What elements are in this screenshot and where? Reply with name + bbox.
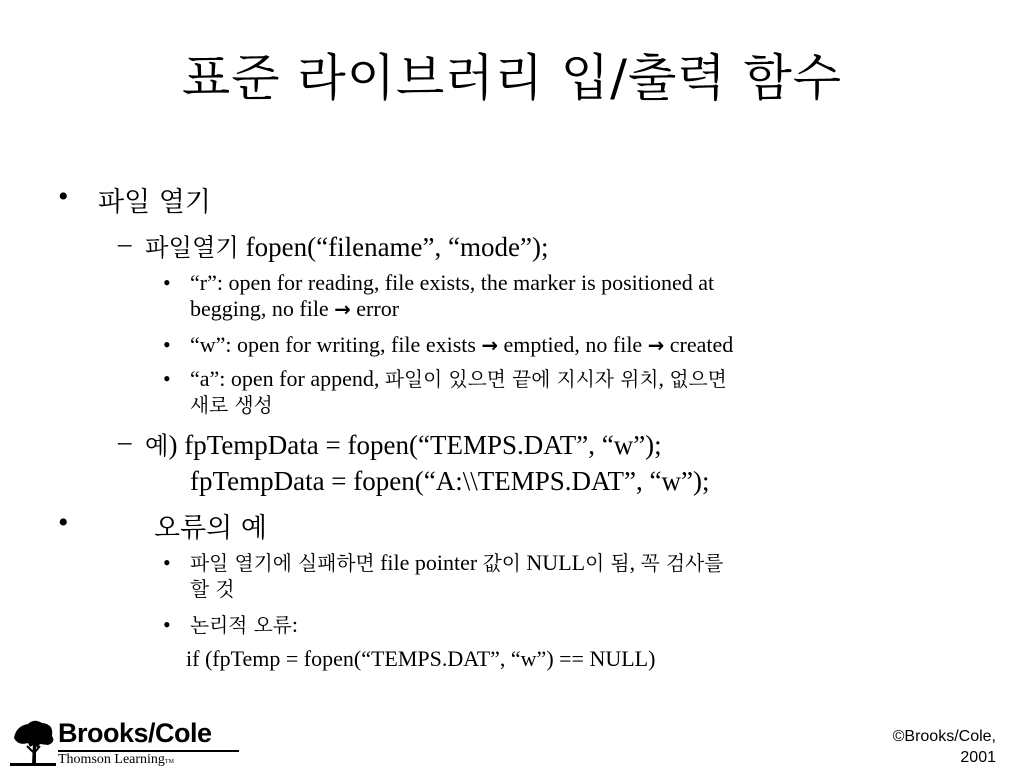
error-line1: 파일 열기에 실패하면 file pointer 값이 NULL이 됨, 꼭 검사를 (190, 550, 724, 575)
arrow-right-icon: → (647, 334, 665, 357)
mode-w-line: “w”: open for writing, file exists → emptied, no file → created (190, 332, 734, 357)
brooks-cole-logo (10, 718, 250, 768)
mode-a-line1: “a”: open for append, 파일이 있으면 끝에 지시자 위치, 없으면 (190, 366, 727, 391)
copyright-notice: ©Brooks/Cole, 2001 (892, 728, 996, 766)
heading-text: 파일 열기 (98, 187, 211, 218)
logic-error-code: if (fpTemp = fopen(“TEMPS.DAT”, “w”) == NULL) (186, 646, 656, 671)
slide-title: 표준 라이브러리 입/출력 함수 (181, 49, 843, 107)
mode-r-line2: begging, no file → error (190, 296, 400, 321)
arrow-right-icon: → (334, 298, 351, 321)
section-heading-error-example (154, 506, 267, 545)
bullet: • (58, 506, 69, 539)
dash-bullet: – (118, 228, 132, 258)
sub-bullet: • (163, 270, 171, 295)
bullet: • (58, 180, 69, 213)
tree-icon (10, 718, 56, 766)
logo-subtitle: Thomson LearningTM (58, 752, 174, 767)
example-line1: 예) fpTempData = fopen(“TEMPS.DAT”, “w”); (145, 430, 662, 460)
logic-error-label: 논리적 오류: (190, 612, 298, 637)
mode-a-line2: 새로 생성 (190, 394, 273, 417)
code-text: fopen(“filename”, “mode”); (238, 232, 549, 262)
heading-text: 오류의 예 (154, 513, 267, 544)
sub-bullet: • (163, 550, 171, 575)
fopen-syntax-line (145, 228, 548, 263)
arrow-right-icon: → (481, 334, 499, 357)
logo-brand-name: Brooks/Cole (58, 718, 212, 748)
sub-bullet: • (163, 612, 171, 637)
dash-bullet: – (118, 426, 132, 456)
sub-bullet: • (163, 366, 171, 391)
example-line2: fpTempData = fopen(“A:\\TEMPS.DAT”, “w”); (190, 466, 710, 496)
trademark-mark: TM (164, 759, 174, 765)
error-line2: 할 것 (190, 578, 235, 601)
sub-bullet: • (163, 332, 171, 357)
ko-label: 파일열기 (145, 233, 239, 262)
section-heading-file-open (98, 180, 211, 219)
mode-r-line1: “r”: open for reading, file exists, the marker is positioned at (190, 270, 715, 295)
ko-label: 예 (145, 431, 169, 460)
